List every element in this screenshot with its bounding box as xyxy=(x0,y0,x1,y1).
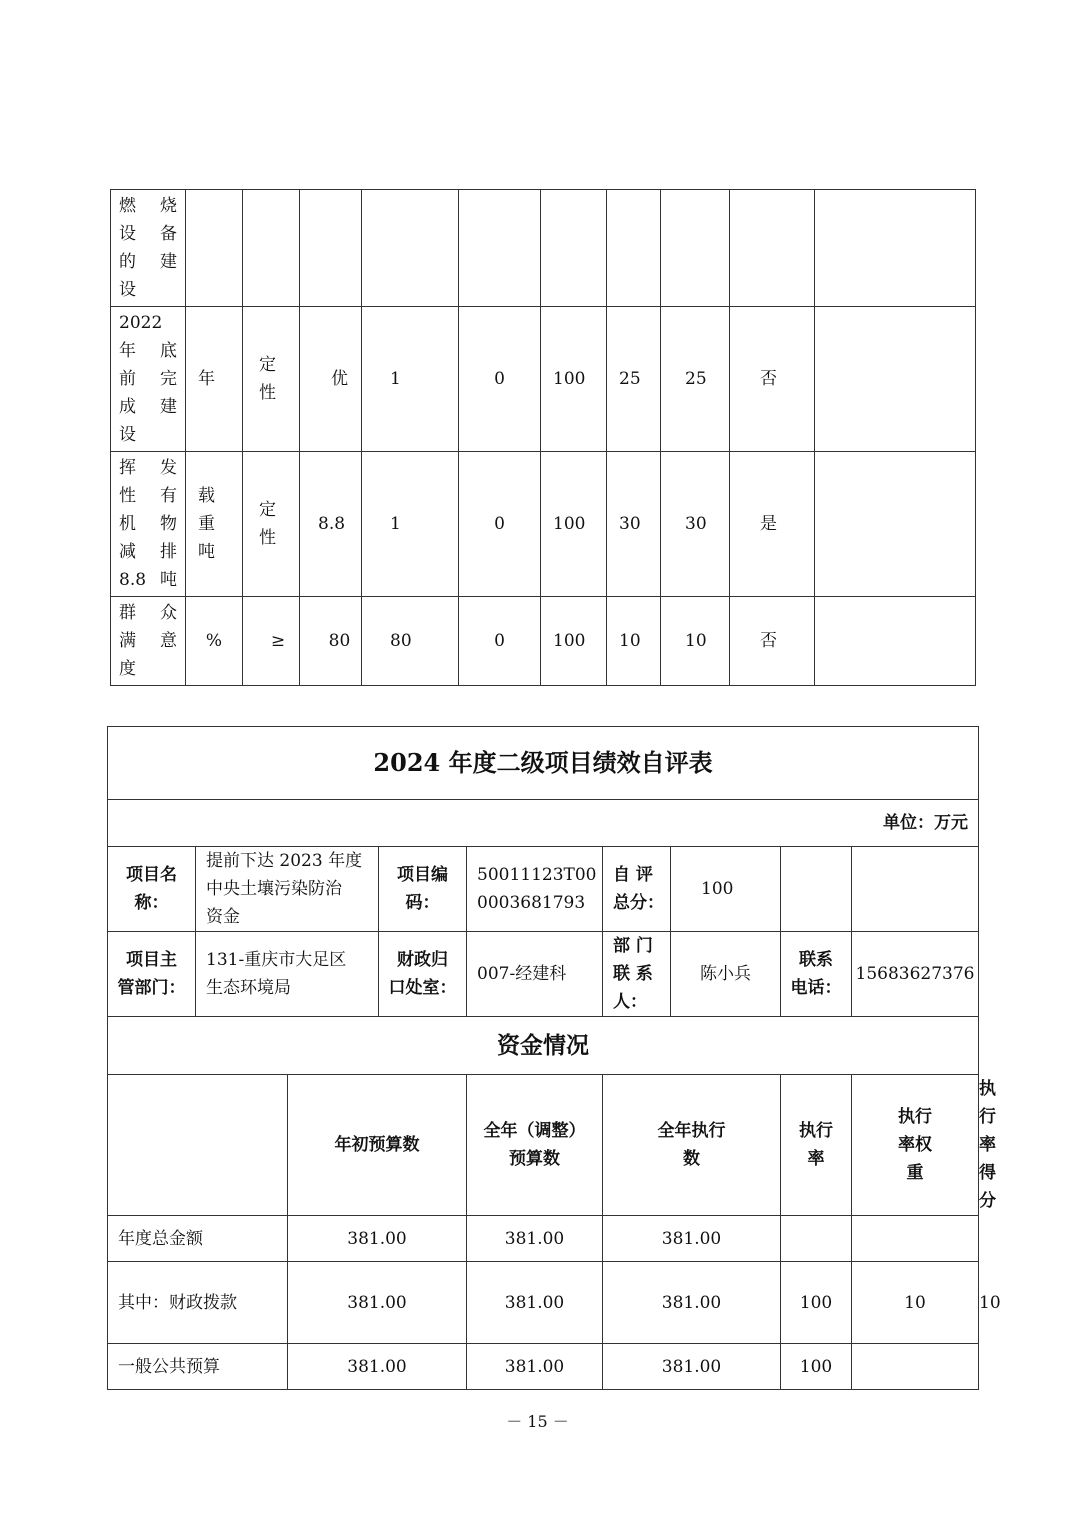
full-score-cell: 25 xyxy=(607,307,661,452)
unit-cell: % xyxy=(186,597,243,686)
weight-cell: 0 xyxy=(459,597,541,686)
note-cell xyxy=(815,597,976,686)
note-cell xyxy=(815,452,976,597)
rate-weight xyxy=(852,1344,979,1390)
score-cell: 10 xyxy=(661,597,730,686)
finance-office-label: 财政归 口处室： xyxy=(379,932,467,1017)
weight-cell: 0 xyxy=(459,307,541,452)
indicator-name: 挥 发 性 有 机 物 减 排 8.8 吨 xyxy=(111,452,186,597)
dept: 131-重庆市大足区 生态环境局 xyxy=(196,932,379,1017)
core-cell xyxy=(730,190,815,307)
table-row xyxy=(108,1216,979,1262)
target-cell: 8.8 xyxy=(300,452,362,597)
executed-amount: 381.00 xyxy=(603,1344,781,1390)
unit-cell: 载 重 吨 xyxy=(186,452,243,597)
table-row xyxy=(111,597,976,686)
page-number: － 15 － xyxy=(506,1412,569,1431)
phone-number: 15683627376 xyxy=(852,932,979,1017)
rate-weight: 10 xyxy=(852,1262,979,1344)
table-title: 2024 年度二级项目绩效自评表 xyxy=(108,727,979,800)
section-title: 资金情况 xyxy=(108,1017,979,1075)
project-name-label: 项目名 称： xyxy=(108,847,196,932)
core-cell: 是 xyxy=(730,452,815,597)
nature-cell xyxy=(243,190,300,307)
target-cell: 80 xyxy=(300,597,362,686)
core-cell: 否 xyxy=(730,307,815,452)
dept-label: 项目主 管部门： xyxy=(108,932,196,1017)
unit-cell: 年 xyxy=(186,307,243,452)
indicator-name: 群 众 满 意 度 xyxy=(111,597,186,686)
full-score-cell: 30 xyxy=(607,452,661,597)
indicator-name: 燃 烧 设 备 的 建 设 xyxy=(111,190,186,307)
completion-cell: 100 xyxy=(541,307,607,452)
completion-cell: 100 xyxy=(541,597,607,686)
execution-rate: 100 xyxy=(781,1262,852,1344)
self-score-label: 自 评 总分： xyxy=(603,847,671,932)
nature-cell: 定 性 xyxy=(243,307,300,452)
table-row xyxy=(108,1344,979,1390)
initial-budget: 381.00 xyxy=(288,1262,467,1344)
executed-amount: 381.00 xyxy=(603,1216,781,1262)
empty-cell xyxy=(852,847,979,932)
finance-office: 007-经建科 xyxy=(467,932,603,1017)
score-cell xyxy=(661,190,730,307)
core-cell: 否 xyxy=(730,597,815,686)
target-cell xyxy=(300,190,362,307)
column-header: 年初预算数 xyxy=(288,1075,467,1216)
fund-name: 其中：财政拨款 xyxy=(108,1262,288,1344)
score-cell: 30 xyxy=(661,452,730,597)
completion-cell: 100 xyxy=(541,452,607,597)
adjusted-budget: 381.00 xyxy=(467,1344,603,1390)
fund-name: 年度总金额 xyxy=(108,1216,288,1262)
column-header: 全年执行 数 xyxy=(603,1075,781,1216)
phone-label: 联系 电话： xyxy=(781,932,852,1017)
initial-budget: 381.00 xyxy=(288,1344,467,1390)
rate-weight xyxy=(852,1216,979,1262)
actual-cell: 1 xyxy=(362,307,459,452)
project-code: 50011123T00 0003681793 xyxy=(467,847,603,932)
column-header: 执行 率权 重 xyxy=(852,1075,979,1216)
initial-budget: 381.00 xyxy=(288,1216,467,1262)
fund-name: 一般公共预算 xyxy=(108,1344,288,1390)
column-header: 全年（调整） 预算数 xyxy=(467,1075,603,1216)
actual-cell: 80 xyxy=(362,597,459,686)
target-cell: 优 xyxy=(300,307,362,452)
empty-cell xyxy=(781,847,852,932)
unit-cell xyxy=(186,190,243,307)
full-score-cell: 10 xyxy=(607,597,661,686)
self-score: 100 xyxy=(671,847,781,932)
contact-person: 陈小兵 xyxy=(671,932,781,1017)
execution-rate: 100 xyxy=(781,1344,852,1390)
table-row xyxy=(111,190,976,307)
nature-cell: 定 性 xyxy=(243,452,300,597)
completion-cell xyxy=(541,190,607,307)
project-code-label: 项目编 码： xyxy=(379,847,467,932)
full-score-cell xyxy=(607,190,661,307)
actual-cell xyxy=(362,190,459,307)
table-row xyxy=(111,307,976,452)
table-row xyxy=(111,452,976,597)
weight-cell xyxy=(459,190,541,307)
adjusted-budget: 381.00 xyxy=(467,1262,603,1344)
note-cell xyxy=(815,307,976,452)
note-cell xyxy=(815,190,976,307)
project-name: 提前下达 2023 年度 中央土壤污染防治 资金 xyxy=(196,847,379,932)
score-cell: 25 xyxy=(661,307,730,452)
indicator-table xyxy=(110,189,976,686)
indicator-name: 2022 年 底 前 完 成 建 设 xyxy=(111,307,186,452)
actual-cell: 1 xyxy=(362,452,459,597)
weight-cell: 0 xyxy=(459,452,541,597)
table-row: 其中：财政拨款 381.00 381.00 381.00 100 10 10 xyxy=(108,1262,979,1344)
adjusted-budget: 381.00 xyxy=(467,1216,603,1262)
column-header xyxy=(108,1075,288,1216)
executed-amount: 381.00 xyxy=(603,1262,781,1344)
execution-rate xyxy=(781,1216,852,1262)
column-header: 执行 率 xyxy=(781,1075,852,1216)
unit-label: 单位：万元 xyxy=(108,800,979,847)
nature-cell: ≥ xyxy=(243,597,300,686)
performance-self-evaluation-table: 2024 年度二级项目绩效自评表 单位：万元 项目名 称： 提前下达 2023 年度 中央土壤污染防治 资金 项目编 码： 50011123T00 0003681793 自 评 总分： 100 项目主 管部门： 131-重庆市大足区 生态环境局 财政归 口处室： 007-经建科 部 门 联 系 人： 陈小兵 联系 电话： 15683627376 资金情况 年初预算数 全年（调整） 预算数 全年执行 数 执行 率 执行 率权 重 执行率得分 年度总金额 381.00 381.00 381.00 其中：财政拨款 381.00 381.00 381.00 100 10 10 一般公共预算 381.00 381.00 381.00 100 xyxy=(107,726,979,1390)
contact-label: 部 门 联 系 人： xyxy=(603,932,671,1017)
